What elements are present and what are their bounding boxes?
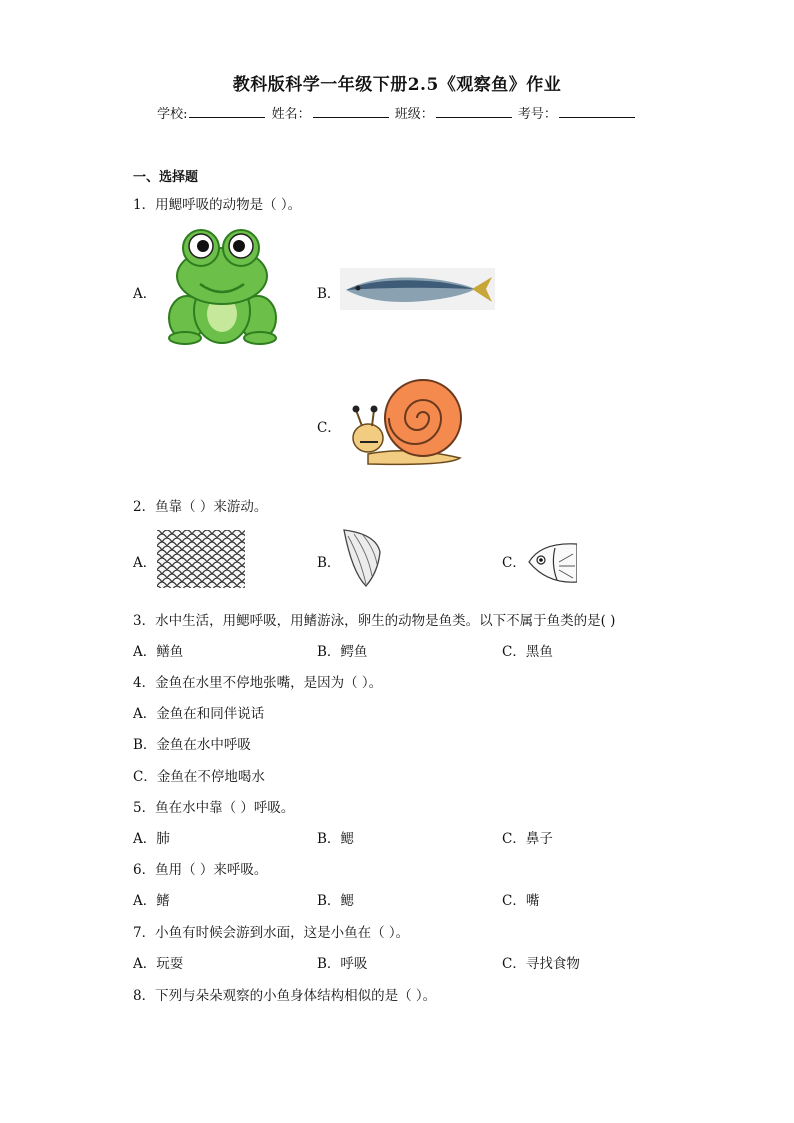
name-blank xyxy=(313,105,389,118)
fish-image xyxy=(340,268,495,310)
page-title: 教科版科学一年级下册2.5《观察鱼》作业 xyxy=(232,75,562,95)
option-b: B．鳄鱼 xyxy=(317,644,368,660)
class-label: 班级： xyxy=(394,107,434,122)
name-label: 姓名： xyxy=(271,107,311,122)
number-blank xyxy=(559,105,635,118)
fish-fin-image xyxy=(340,528,382,588)
option-label: C． xyxy=(502,555,526,571)
question-text: 鱼用（ ）来呼吸。 xyxy=(155,862,268,878)
school-label: 学校: xyxy=(157,107,188,122)
option-c: C．寻找食物 xyxy=(502,956,580,972)
question-text: 下列与朵朵观察的小鱼身体结构相似的是（ ）。 xyxy=(155,988,437,1004)
question-number: 4． xyxy=(133,675,156,691)
option-c: C．金鱼在不停地喝水 xyxy=(133,769,265,785)
question-6 xyxy=(133,858,267,878)
option-label: C． xyxy=(317,420,341,436)
option-b: B．鳃 xyxy=(317,893,354,909)
option-label: B． xyxy=(317,286,341,302)
question-7 xyxy=(133,921,409,941)
question-number: 3． xyxy=(133,613,156,629)
option-b: B．金鱼在水中呼吸 xyxy=(133,737,251,753)
option-a: A．肺 xyxy=(133,831,170,847)
question-number: 8． xyxy=(133,988,156,1004)
fish-scales-image xyxy=(157,530,245,588)
question-text: 金鱼在水里不停地张嘴，是因为（ ）。 xyxy=(155,675,383,691)
question-4 xyxy=(133,671,382,691)
question-text: 用鳃呼吸的动物是（ ）。 xyxy=(155,197,302,213)
option-label: A． xyxy=(133,286,157,302)
option-c: C．黑鱼 xyxy=(502,644,553,660)
student-info-line xyxy=(0,103,794,122)
question-number: 2． xyxy=(133,499,156,515)
question-text: 鱼靠（ ）来游动。 xyxy=(155,499,268,515)
option-a: A．鳝鱼 xyxy=(133,644,184,660)
option-a: A．鳍 xyxy=(133,893,170,909)
option-label: B． xyxy=(317,555,341,571)
question-5 xyxy=(133,796,294,816)
question-8 xyxy=(133,984,436,1004)
snail-image xyxy=(348,378,470,468)
question-3 xyxy=(133,609,615,629)
question-number: 5． xyxy=(133,800,156,816)
option-b: B．鳃 xyxy=(317,831,354,847)
question-number: 7． xyxy=(133,925,156,941)
number-label: 考号： xyxy=(517,107,557,122)
option-label: A． xyxy=(133,555,157,571)
question-1 xyxy=(133,193,301,213)
question-number: 1． xyxy=(133,197,156,213)
class-blank xyxy=(436,105,512,118)
question-number: 6． xyxy=(133,862,156,878)
question-2 xyxy=(133,495,267,515)
section-title: 一、选择题 xyxy=(133,170,199,185)
question-text: 水中生活，用鳃呼吸，用鳍游泳，卵生的动物是鱼类。以下不属于鱼类的是( ) xyxy=(155,613,616,629)
option-b: B．呼吸 xyxy=(317,956,368,972)
option-c: C．鼻子 xyxy=(502,831,553,847)
frog-image xyxy=(165,226,280,346)
option-a: A．金鱼在和同伴说话 xyxy=(133,706,265,722)
option-c: C．嘴 xyxy=(502,893,540,909)
fish-head-image xyxy=(527,532,577,588)
option-a: A．玩耍 xyxy=(133,956,184,972)
question-text: 鱼在水中靠（ ）呼吸。 xyxy=(155,800,295,816)
question-text: 小鱼有时候会游到水面，这是小鱼在（ ）。 xyxy=(155,925,410,941)
school-blank xyxy=(189,105,265,118)
